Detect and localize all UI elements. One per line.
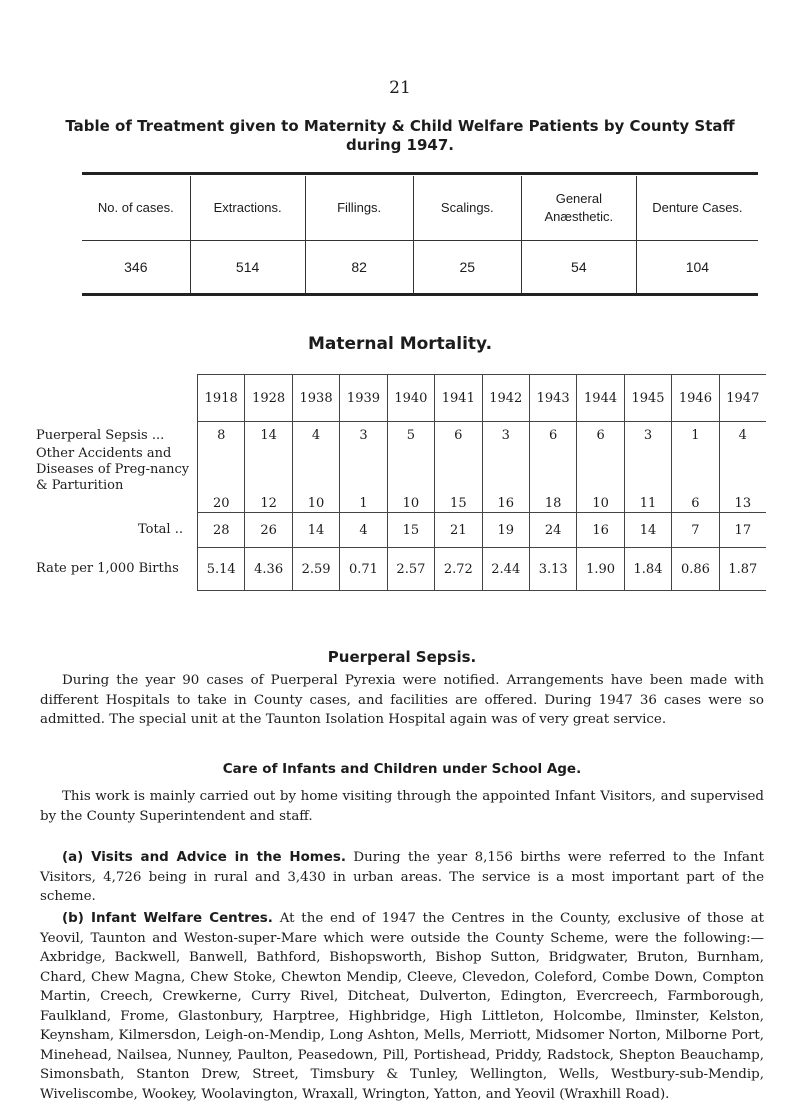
visits-paragraph (40, 848, 764, 907)
mm-cell: 4 10 (292, 422, 339, 513)
value-fillings: 82 (305, 241, 413, 295)
value-denture-cases: 104 (636, 241, 758, 295)
page-number: 21 (389, 78, 411, 98)
mm-year: 1945 (624, 375, 671, 422)
mm-total: 17 (719, 513, 766, 548)
value-no-of-cases: 346 (82, 241, 190, 295)
mm-cell: 6 18 (529, 422, 576, 513)
header-no-of-cases: No. of cases. (97, 200, 174, 215)
mm-cell: 14 12 (245, 422, 292, 513)
dental-table-title-line2: during 1947. (345, 136, 455, 154)
rate-label: Rate per 1,000 Births (36, 561, 179, 576)
centres-text: At the end of 1947 the Centres in the County, exclusive of those at Yeovil, Taunton and Weston-super-Mare which were outside the County Scheme, were the following:—Axbridge, Backwell, Banwell, Bathford, Bishopsworth, Bishop Sutton, Bridgwater, Bruton, Burnham, Chard, Chew Magna, Chew Stoke, Chewton Mendip, Cleeve, Clevedon, Coleford, Combe Down, Compton Martin, Creech, Crewkerne, Curry Rivel, Ditcheat, Dulverton, Edington, Evercreech, Farmborough, Faulkland, Frome, Glastonbury, Harptree, Highbridge, High Littleton, Holcombe, Ilminster, Kelston, Keynsham, Kilmersdon, Leigh-on-Mendip, Long Ashton, Mells, Merriott, Midsomer Norton, Milborne Port, Minehead, Nailsea, Nunney, Paulton, Peasedown, Pill, Portishead, Priddy, Radstock, Shepton Beauchamp, Simonsbath, Stanton Drew, Street, Timsbury & Tunley, Wellington, Wells, Westbury-sub-Mendip, Wiveliscombe, Wookey, Woolavington, Wraxall, Wrington, Yatton, and Yeovil (Wraxhill Road). (40, 911, 764, 1102)
mm-total: 4 (340, 513, 387, 548)
dental-treatment-table (82, 176, 758, 296)
mm-year: 1946 (672, 375, 719, 422)
mm-rate: 2.57 (387, 548, 434, 591)
mm-year: 1943 (529, 375, 576, 422)
mm-rate: 5.14 (198, 548, 245, 591)
dental-table-value-row (82, 241, 758, 295)
maternal-mortality-title: Maternal Mortality. (307, 334, 493, 354)
mm-total: 15 (387, 513, 434, 548)
header-scalings: Scalings. (413, 176, 521, 241)
mm-year: 1947 (719, 375, 766, 422)
header-fillings: Fillings. (305, 176, 413, 241)
puerperal-sepsis-heading: Puerperal Sepsis. (327, 648, 477, 666)
mm-year-row (36, 375, 766, 422)
mm-total: 14 (624, 513, 671, 548)
mm-rate-row (36, 548, 766, 591)
mm-year: 1928 (245, 375, 292, 422)
centres-heading: (b) Infant Welfare Centres. (62, 911, 273, 926)
mm-year: 1939 (340, 375, 387, 422)
total-label: Total .. (137, 522, 183, 537)
header-general-anaesthetic: General Anæsthetic. (521, 176, 636, 241)
mm-total: 26 (245, 513, 292, 548)
mm-cell: 6 10 (577, 422, 624, 513)
mm-causes-row (36, 422, 766, 513)
care-of-infants-heading: Care of Infants and Children under School Age. (222, 761, 582, 777)
mm-total: 7 (672, 513, 719, 548)
visits-heading: (a) Visits and Advice in the Homes. (62, 850, 346, 865)
mm-cell: 3 16 (482, 422, 529, 513)
mm-year: 1938 (292, 375, 339, 422)
mm-cell: 3 1 (340, 422, 387, 513)
care-of-infants-paragraph: This work is mainly carried out by home visiting through the appointed Infant Visitors, and supervised by the County Superintendent and staff. (40, 789, 764, 824)
mm-total: 24 (529, 513, 576, 548)
other-accidents-label: Other Accidents and Diseases of Preg-nancy & Parturition (36, 445, 190, 493)
mm-year: 1944 (577, 375, 624, 422)
value-scalings: 25 (413, 241, 521, 295)
mm-rate: 4.36 (245, 548, 292, 591)
header-extractions: Extractions. (190, 176, 305, 241)
dental-table-title (40, 117, 760, 155)
mm-year: 1942 (482, 375, 529, 422)
mm-year: 1941 (435, 375, 482, 422)
visits-text: During the year 8,156 births were referred to the Infant Visitors, 4,726 being in rural and 3,430 in urban areas. The service is a most important part of the scheme. (40, 850, 764, 904)
dental-table-header-row (82, 176, 758, 241)
value-general-anaesthetic: 54 (521, 241, 636, 295)
mm-rate: 1.90 (577, 548, 624, 591)
mm-total: 28 (198, 513, 245, 548)
mm-total: 16 (577, 513, 624, 548)
mm-rate: 0.86 (672, 548, 719, 591)
dental-table-title-line1: Table of Treatment given to Maternity & Child Welfare Patients by County Staff (65, 117, 735, 135)
mm-rate: 3.13 (529, 548, 576, 591)
puerperal-sepsis-label: Puerperal Sepsis ... (36, 427, 165, 443)
value-extractions: 514 (190, 241, 305, 295)
mm-rate: 1.87 (719, 548, 766, 591)
mm-total: 19 (482, 513, 529, 548)
mm-year: 1940 (387, 375, 434, 422)
centres-paragraph (40, 909, 764, 1104)
mm-cell: 3 11 (624, 422, 671, 513)
table-top-rule (82, 172, 758, 175)
mm-cell: 6 15 (435, 422, 482, 513)
mm-rate: 0.71 (340, 548, 387, 591)
mm-cell: 1 6 (672, 422, 719, 513)
mm-causes-labels (36, 422, 198, 513)
mm-cell: 8 20 (198, 422, 245, 513)
puerperal-sepsis-paragraph: During the year 90 cases of Puerperal Pyrexia were notified. Arrangements have been made with different Hospitals to take in County cases, and facilities are offered. During 1947 36 cases were so admitted. The special unit at the Taunton Isolation Hospital again was of very great service. (40, 673, 764, 727)
maternal-mortality-table (36, 374, 766, 591)
mm-rate: 2.44 (482, 548, 529, 591)
mm-cell: 5 10 (387, 422, 434, 513)
mm-total-row (36, 513, 766, 548)
mm-rate: 2.72 (435, 548, 482, 591)
header-denture-cases: Denture Cases. (636, 176, 758, 241)
mm-rate: 1.84 (624, 548, 671, 591)
mm-year: 1918 (198, 375, 245, 422)
mm-total: 21 (435, 513, 482, 548)
mm-corner-cell (36, 375, 198, 422)
mm-rate: 2.59 (292, 548, 339, 591)
mm-cell: 4 13 (719, 422, 766, 513)
mm-total: 14 (292, 513, 339, 548)
